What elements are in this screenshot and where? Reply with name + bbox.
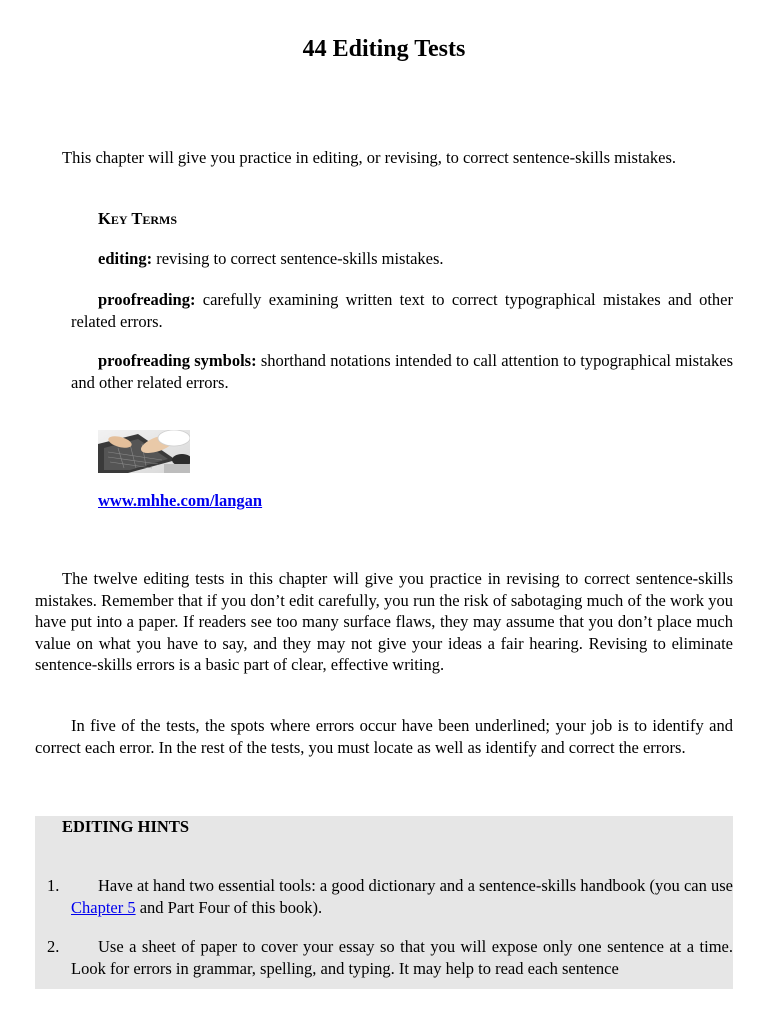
key-term-label: proofreading: [98,290,196,309]
chapter-title: 44 Editing Tests [302,36,466,62]
key-term-definition: revising to correct sentence-skills mistakes. [156,249,444,268]
editing-hints-heading: EDITING HINTS [62,817,189,836]
key-term-proofreading [71,289,733,332]
intro-paragraph: This chapter will give you practice in editing, or revising, to correct sentence-skills mistakes. [62,148,676,167]
chapter-5-link[interactable]: Chapter 5 [71,897,136,917]
key-term-definition: shorthand notations intended to call attention to typographical mistakes and other related errors. [71,351,733,392]
key-term-editing [71,248,733,270]
hint-text [71,875,733,918]
mhhe-web-link[interactable]: www.mhhe.com/langan [98,491,263,510]
key-term-proofreading-symbols [71,350,733,393]
key-term-label: editing: [98,249,153,268]
hint-number: 2. [47,937,60,956]
body-paragraph: In five of the tests, the spots where errors occur have been underlined; your job is to identify and correct each error. In the rest of the tests, you must locate as well as identify and correct the errors. [35,716,733,757]
hint-text-before: Have at hand two essential tools: a good dictionary and a sentence-skills handbook (you can use [98,876,733,895]
key-term-label: proofreading symbols: [98,351,257,370]
key-terms-heading: Key Terms [98,209,178,228]
hint-text: Use a sheet of paper to cover your essay so that you will expose only one sentence at a time. Look for errors in grammar, spelling, and typing. It may help to read each sentence [71,937,733,978]
key-term-definition: carefully examining written text to correct typographical mistakes and other related errors. [71,290,733,331]
hint-text-after: and Part Four of this book). [135,897,323,917]
keyboard-hands-photo [98,430,190,473]
body-paragraph: The twelve editing tests in this chapter will give you practice in revising to correct sentence-skills mistakes. Remember that if you don’t edit carefully, you run the risk of sabotaging much of the work you have put into a paper. If readers see too many surface flaws, they may assume that you don’t place much value on what you have to say, and they may not give your ideas a fair hearing. Revising to eliminate sentence-skills errors is a basic part of clear, effective writing. [35,569,733,674]
editing-hints-box [35,816,733,989]
keyboard-hands-icon [98,430,190,473]
hint-number: 1. [47,876,60,895]
